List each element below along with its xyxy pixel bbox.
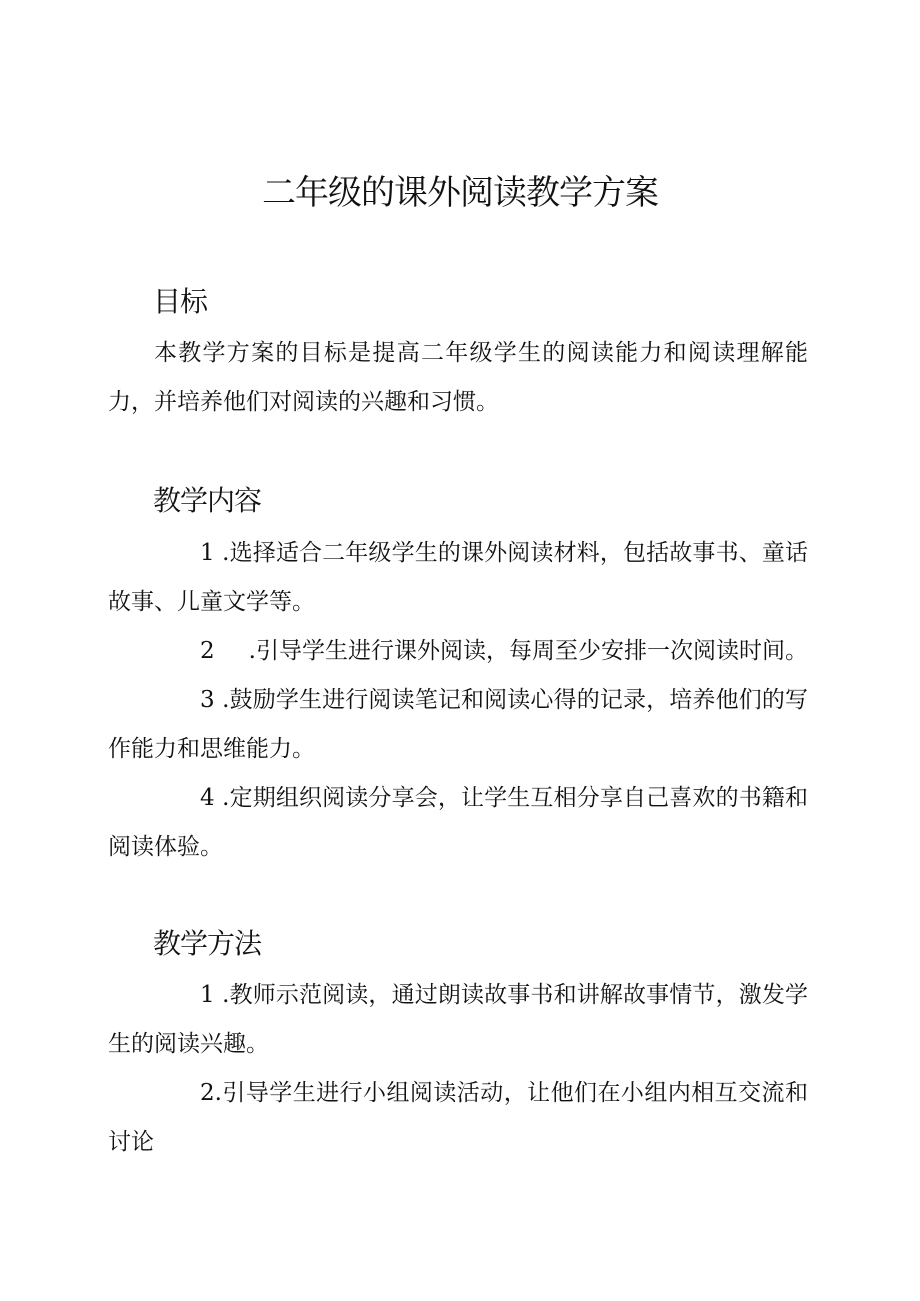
content-item-1 bbox=[108, 529, 808, 627]
content-item-4-number: 4 bbox=[200, 785, 215, 811]
content-item-4-text: .定期组织阅读分享会，让学生互相分享自己喜欢的书籍和阅读体验。 bbox=[108, 785, 809, 860]
section-heading-method: 教学方法 bbox=[153, 927, 262, 960]
content-item-3 bbox=[108, 676, 808, 774]
section-heading-content: 教学内容 bbox=[153, 484, 262, 517]
content-item-1-number: 1 bbox=[200, 540, 215, 566]
content-item-2-text: .引导学生进行课外阅读，每周至少安排一次阅读时间。 bbox=[248, 638, 808, 664]
content-item-1-text: .选择适合二年级学生的课外阅读材料，包括故事书、童话故事、儿童文学等。 bbox=[108, 540, 809, 615]
document-title: 二年级的课外阅读教学方案 bbox=[262, 173, 658, 213]
method-item-2-number: 2 bbox=[200, 1080, 215, 1106]
method-item-2-text: .引导学生进行小组阅读活动，让他们在小组内相互交流和讨论 bbox=[108, 1080, 808, 1155]
method-item-1-number: 1 bbox=[200, 982, 215, 1008]
goal-paragraph: 本教学方案的目标是提高二年级学生的阅读能力和阅读理解能力，并培养他们对阅读的兴趣和习惯。 bbox=[108, 340, 808, 415]
content-item-4 bbox=[108, 774, 808, 872]
content-item-2-number: 2 bbox=[200, 638, 215, 664]
method-item-2 bbox=[108, 1069, 808, 1167]
content-item-3-text: .鼓励学生进行阅读笔记和阅读心得的记录，培养他们的写作能力和思维能力。 bbox=[108, 687, 809, 762]
content-item-3-number: 3 bbox=[200, 687, 215, 713]
method-item-1-text: .教师示范阅读，通过朗读故事书和讲解故事情节，激发学生的阅读兴趣。 bbox=[108, 982, 809, 1057]
content-item-2 bbox=[108, 627, 808, 676]
section-heading-goal: 目标 bbox=[153, 285, 208, 318]
method-item-1 bbox=[108, 971, 808, 1069]
